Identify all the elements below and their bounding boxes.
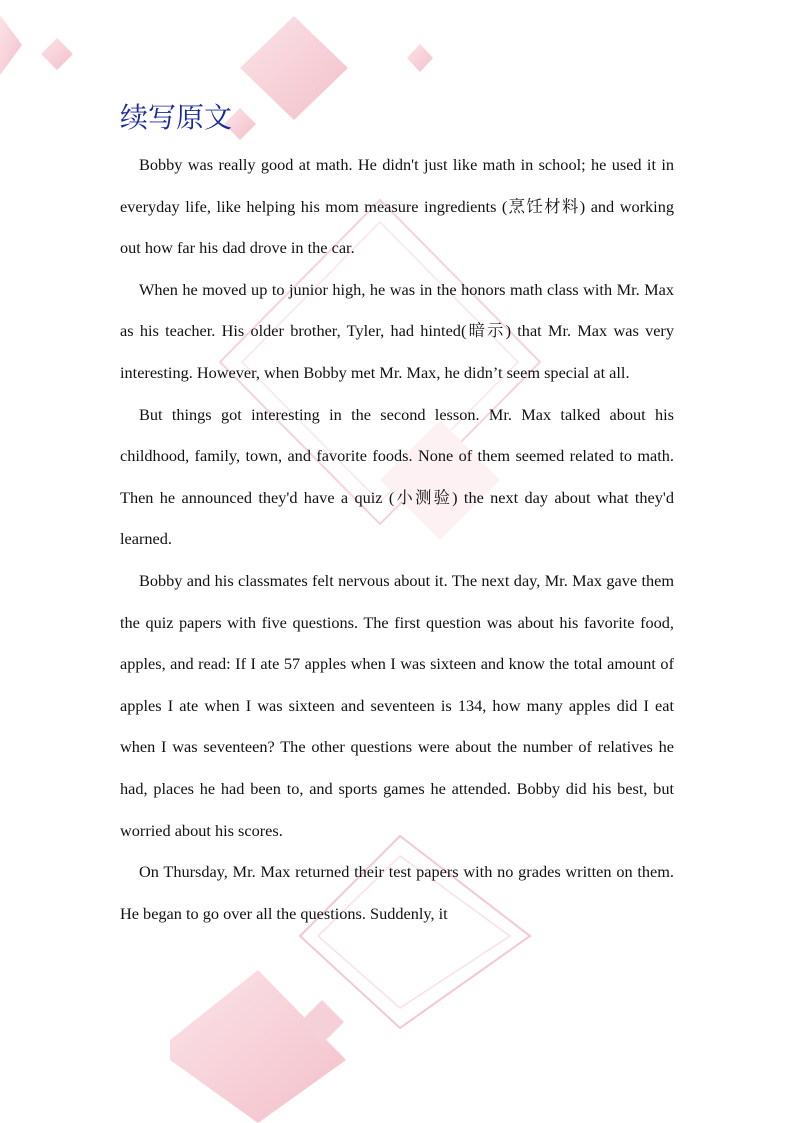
paragraph: Bobby and his classmates felt nervous about it. The next day, Mr. Max gave them the quiz papers with five questions. The first question was about his favorite food, apples, and read: If I ate 57 apples when I was sixteen and know the total amount of apples I ate when I was sixteen and seventeen is 134, how many apples did I eat when I was seventeen? The other questions were about the number of relatives he had, places he had been to, and sports games he attended. Bobby did his best, but worried about his scores. xyxy=(120,570,674,840)
paragraph: On Thursday, Mr. Max returned their test papers with no grades written on them. He began to go over all the questions. Suddenly, it xyxy=(120,862,674,923)
diamond-shape xyxy=(170,970,346,1123)
diamond-shape xyxy=(0,15,22,75)
diamond-shape xyxy=(41,38,73,70)
document-page xyxy=(120,96,674,934)
paragraph: When he moved up to junior high, he was in the honors math class with Mr. Max as his teacher. His older brother, Tyler, had hinted(暗示) that Mr. Max was very interesting. However, when Bobby met Mr. Max, he didn’t seem special at all. xyxy=(120,279,674,382)
paragraph: But things got interesting in the second lesson. Mr. Max talked about his childhood, family, town, and favorite foods. None of them seemed related to math. Then he announced they'd have a quiz (小测验) the next day about what they'd learned. xyxy=(120,404,674,549)
paragraph: Bobby was really good at math. He didn't just like math in school; he used it in everyday life, like helping his mom measure ingredients (烹饪材料) and working out how far his dad drove in the car. xyxy=(120,155,674,258)
page-title: 续写原文 xyxy=(120,101,233,134)
diamond-shape xyxy=(407,44,433,72)
